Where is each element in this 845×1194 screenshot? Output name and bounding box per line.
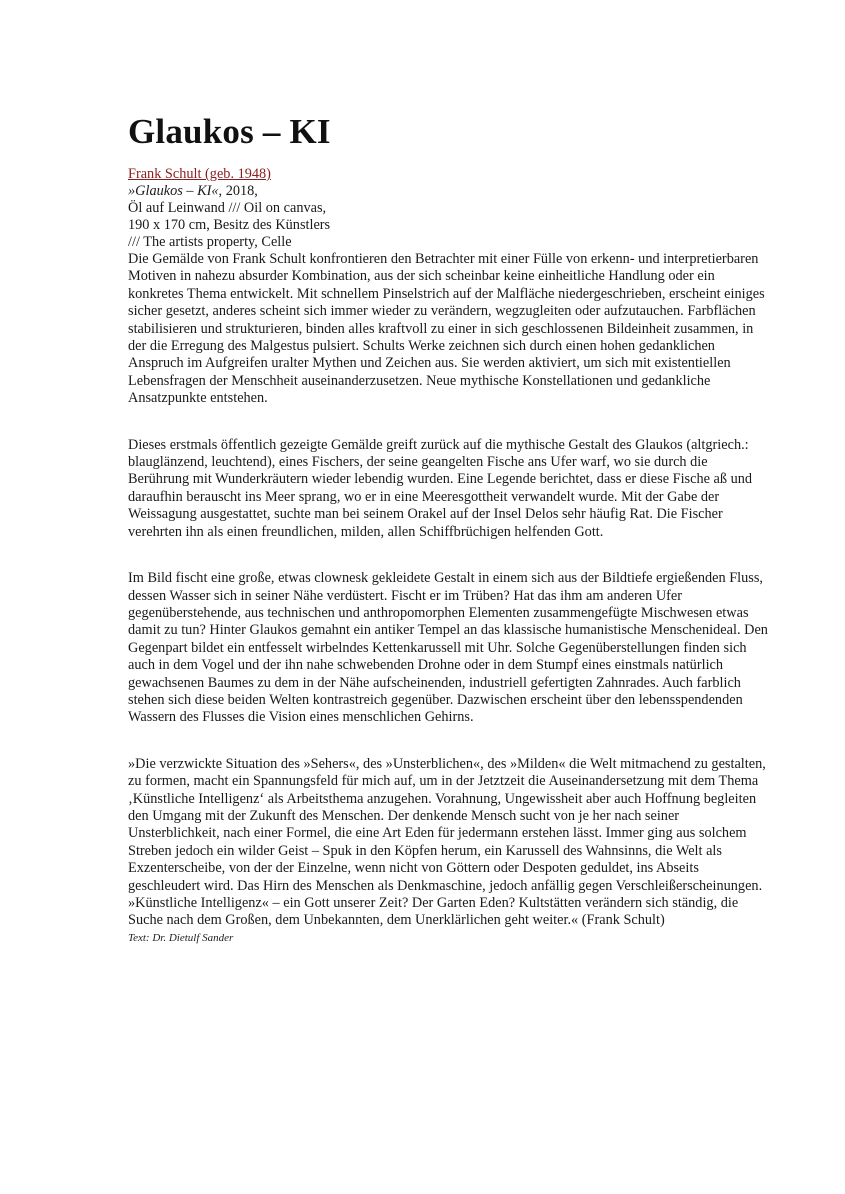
document-page xyxy=(128,112,768,930)
paragraph-artist-quote: »Die verzwickte Situation des »Sehers«, des »Unsterblichen«, des »Milden« die Welt mitmachend zu gestalten, zu formen, macht ein Spannungsfeld für mich auf, um in der Jetztzeit die Auseinandersetzung mit dem Thema ‚Künstliche Intelligenz‘ als Arbeitsthema anzugehen. Vorahnung, Ungewissheit aber auch Hoffnung begleiten den Umgang mit der Zukunft des Menschen. Der denkende Mensch sucht von je her nach seiner Unsterblichkeit, nach einer Formel, die eine Art Eden für jedermann erstehen lässt. Immer ging aus solchem Streben jedoch ein wilder Geist – Spuk in den Köpfen herum, ein Karussell des Wahnsinns, die Welt als Exzenterscheibe, von der der Einzelne, wenn nicht von Göttern oder Despoten geduldet, ins Abseits geschleudert wird. Das Hirn des Menschen als Denkmaschine, jedoch anfällig gegen Verschleißerscheinungen. »Künstliche Intelligenz« – ein Gott unserer Zeit? Der Garten Eden? Kultstätten verändern sich ständig, die Suche nach dem Großen, dem Unbekannten, dem Unerklärlichen geht weiter.« (Frank Schult) xyxy=(128,755,766,929)
artwork-dimensions: 190 x 170 cm, Besitz des Künstlers xyxy=(128,217,331,233)
artwork-title-line xyxy=(128,183,768,200)
artist-name: Frank Schult (geb. 1948) xyxy=(128,166,271,182)
paragraph-description: Im Bild fischt eine große, etwas clownesk gekleidete Gestalt in einem sich aus der Bildtiefe ergießenden Fluss, dessen Wasser sich in seiner Nähe verdüstert. Fischt er im Trüben? Hat das ihm am anderen Ufer gegenüberstehende, aus technischen und anthropomorphen Elementen zusammengefügte Mischwesen etwas damit zu tun? Hinter Glaukos gemahnt ein antiker Tempel an das klassische humanistische Menschenideal. Den Gegenpart bildet ein entfesselt wirbelndes Kettenkarussell mit Uhr. Solche Gegenüberstellungen finden sich auch in dem Vogel und der ihn nahe schwebenden Drohne oder in dem Stumpf eines einstmals natürlich gewachsenen Baumes zu dem in der Nähe aufscheinenden, industriell gefertigten Zahnrades. Auch farblich stehen sich diese beiden Welten kontrastreich gegenüber. Dazwischen erscheint über den lebensspendenden Wassern des Flusses die Vision eines menschlichen Gehirns. xyxy=(128,570,768,726)
paragraph-intro: Die Gemälde von Frank Schult konfrontieren den Betrachter mit einer Fülle von erkenn- und interpretierbaren Motiven in nahezu absurder Kombination, aus der sich scheinbar keine einheitliche Handlung oder ein konkretes Thema entwickelt. Mit schnellem Pinselstrich auf der Malfläche niedergeschrieben, erscheint einiges sicher gesetzt, anderes scheint sich immer wieder zu verändern, wegzugleiten oder aufzutauchen. Farbflächen stabilisieren und strukturieren, binden alles kraftvoll zu einer in sich geschlossenen Bildeinheit zusammen, in der die Erregung des Malgestus pulsiert. Schults Werke zeichnen sich durch einen hohen gedanklichen Anspruch im Aufgreifen uralter Mythen und Zeichen aus. Sie werden aktiviert, um sich mit existentiellen Lebensfragen der Menschheit auseinanderzusetzen. Neue mythische Konstellationen und gedankliche Ansatzpunkte entstehen. xyxy=(128,251,765,407)
paragraph-myth: Dieses erstmals öffentlich gezeigte Gemälde greift zurück auf die mythische Gestalt des Glaukos (altgriech.: blauglänzend, leuchtend), eines Fischers, der seine geangelten Fische ans Ufer warf, wo sie durch die Berührung mit Wunderkräutern wieder lebendig wurden. Eine Legende berichtet, dass er diese Fische aß und daraufhin berauscht ins Meer sprang, wo er in eine Meeresgottheit verwandelt wurde. Mit der Gabe der Weissagung ausgestattet, suchte man bei seinem Orakel auf der Insel Delos sehr häufig Rat. Die Fischer verehrten ihn als einen freundlichen, milden, allen Schiffbrüchigen helfenden Gott. xyxy=(128,436,753,540)
artwork-year: , 2018, xyxy=(218,183,258,199)
artwork-medium: Öl auf Leinwand /// Oil on canvas, xyxy=(128,200,327,216)
artwork-caption xyxy=(128,183,768,251)
author-credit: Text: Dr. Dietulf Sander xyxy=(128,932,234,944)
artwork-owner: /// The artists property, Celle xyxy=(128,234,292,250)
artwork-title: »Glaukos – KI« xyxy=(128,183,219,199)
page-title: Glaukos – KI xyxy=(128,112,331,151)
